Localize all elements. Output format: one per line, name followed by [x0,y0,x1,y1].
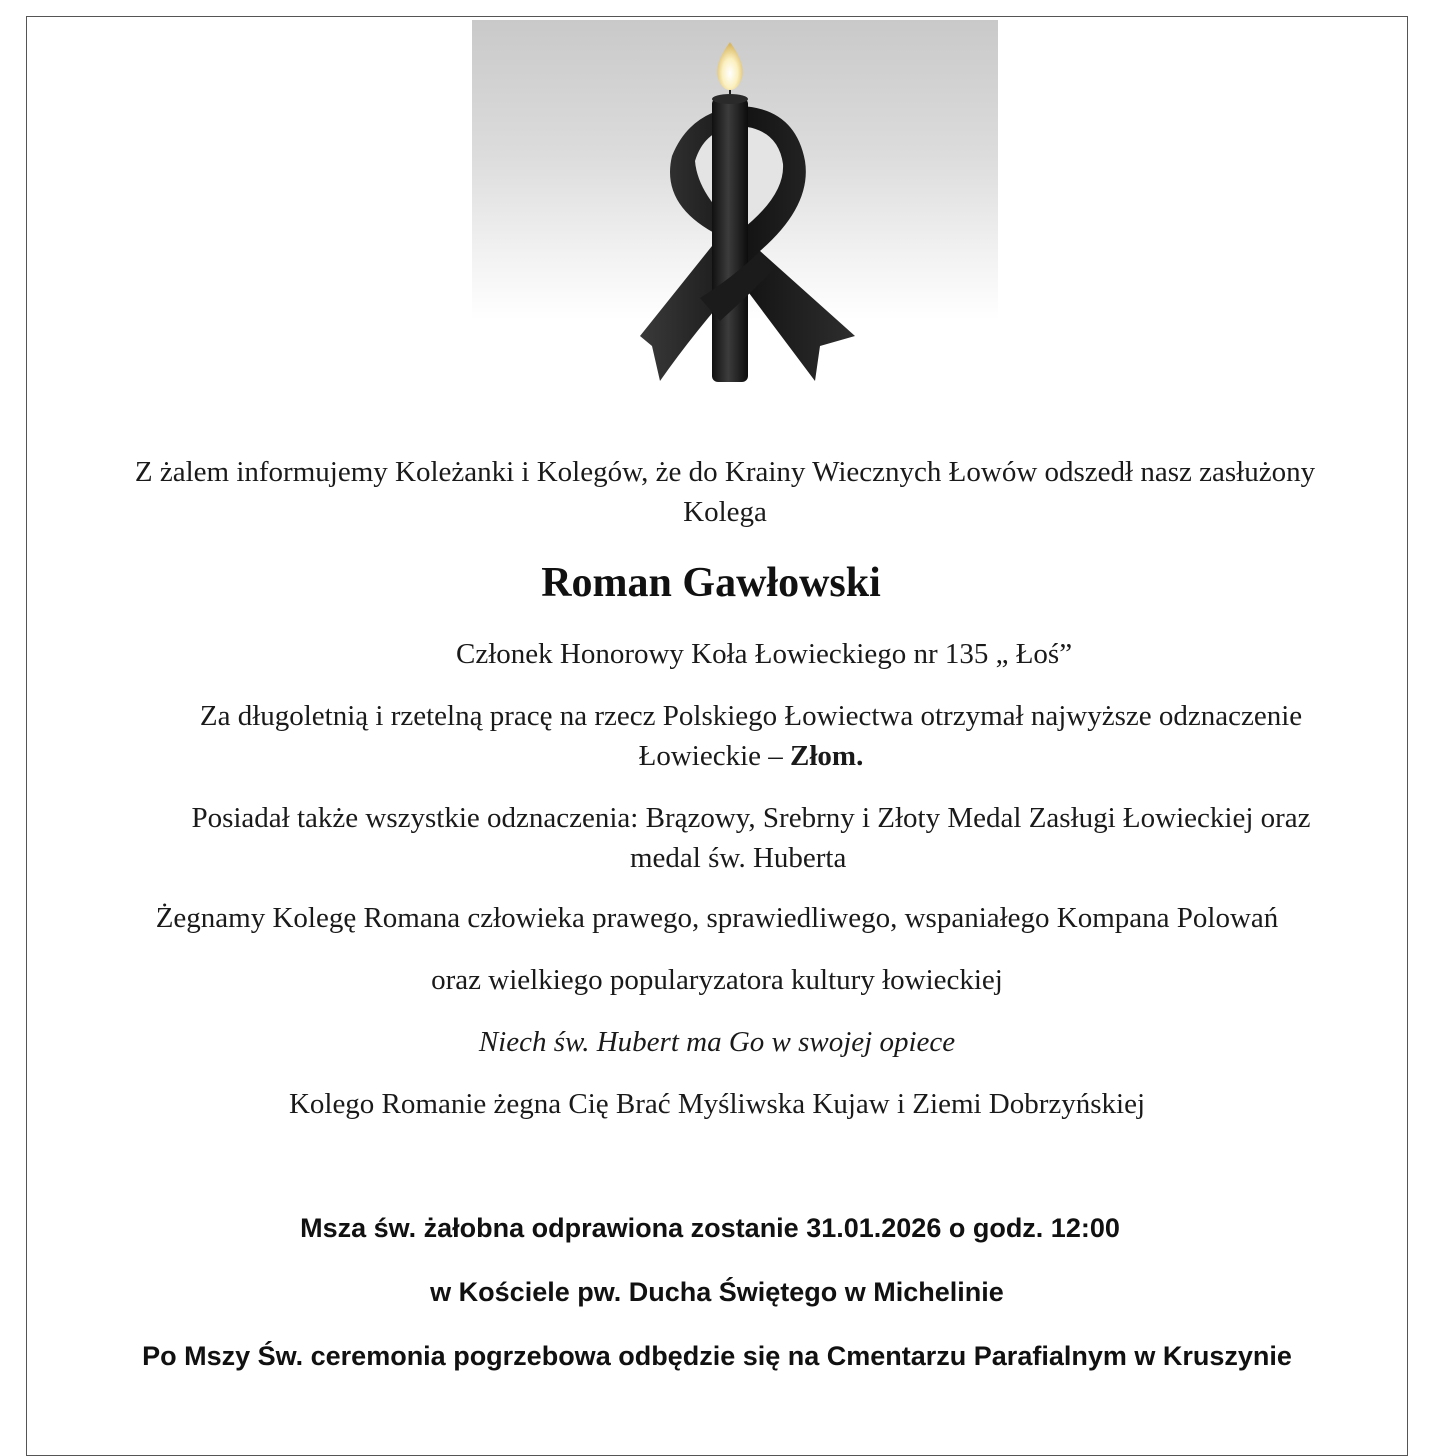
award-text: Łowieckie – [638,740,791,772]
prayer-line: Niech św. Hubert ma Go w swojej opiece [478,1026,956,1058]
farewell-from: Kolego Romanie żegna Cię Brać Myśliwska Kujaw i Ziemi Dobrzyńskiej [288,1088,1146,1120]
award-line-1: Za długoletnią i rzetelną pracę na rzecz Polskiego Łowiectwa otrzymał najwyższe odznaczenie [199,700,1303,732]
intro-line-2: Kolega [683,496,767,528]
award-line-2 [0,736,1450,776]
flame [717,42,743,90]
deceased-name: Roman Gawłowski [541,560,881,606]
mass-info: Msza św. żałobna odprawiona zostanie 31.01.2026 o godz. 12:00 [300,1213,1120,1243]
candle-body [712,98,748,382]
candle-with-black-ribbon-icon [600,36,870,388]
farewell-line-2: oraz wielkiego popularyzatora kultury łowieckiej [431,964,1003,996]
intro-line-1: Z żalem informujemy Koleżanki i Kolegów, że do Krainy Wiecznych Łowów odszedł nasz zasłużony [134,456,1316,488]
membership-line: Członek Honorowy Koła Łowieckiego nr 135 „ Łoś” [456,638,1073,670]
award-name: Złom. [790,740,864,772]
ceremony-info: Po Mszy Św. ceremonia pogrzebowa odbędzie się na Cmentarzu Parafialnym w Kruszynie [142,1341,1292,1371]
medals-line-1: Posiadał także wszystkie odznaczenia: Brązowy, Srebrny i Złoty Medal Zasługi Łowieckiej oraz [191,802,1311,834]
medals-line-2: medal św. Huberta [630,842,847,874]
farewell-line-1: Żegnamy Kolegę Romana człowieka prawego, sprawiedliwego, wspaniałego Kompana Polowań [155,902,1279,934]
church-info: w Kościele pw. Ducha Świętego w Michelinie [430,1277,1004,1307]
